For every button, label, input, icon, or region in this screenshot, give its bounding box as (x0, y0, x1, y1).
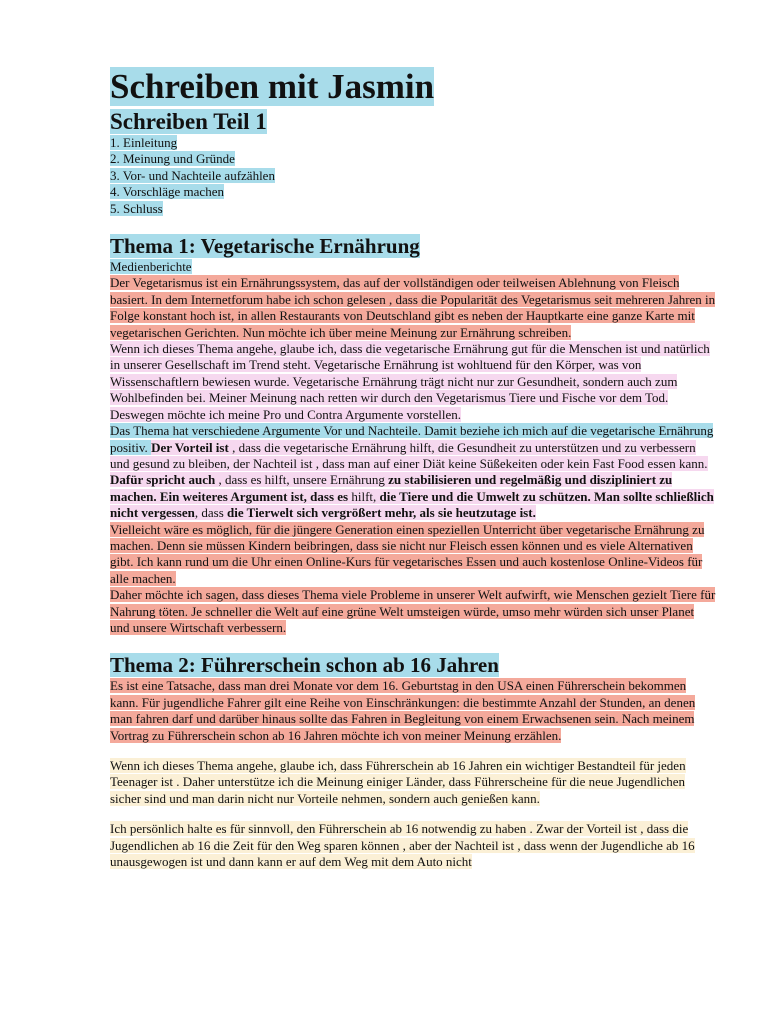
thema1-paragraph-suggestions: Vielleicht wäre es möglich, für die jüngere Generation einen speziellen Unterricht über vegetarische Ernährung zu machen. Denn sie müssen Kindern beibringen, dass sie nicht nur Fleisch essen können und es viele Alternativen gibt. Ich kann rund um die Uhr einen Online-Kurs für vegetarisches Essen und auch kostenlose Online-Videos für alle machen. (110, 521, 705, 586)
spacer (110, 744, 716, 758)
outline-list (110, 135, 716, 217)
source-label: Medienberichte (110, 259, 192, 275)
outline-item: 4. Vorschläge machen (110, 184, 224, 200)
thema1-paragraph-conclusion: Daher möchte ich sagen, dass dieses Thema viele Probleme in unserer Welt aufwirft, wie Menschen gezielt Tiere für Nahrung töten. Je schneller die Welt auf eine grüne Welt umsteigen würde, umso mehr würden sich unser Planet und unsere Wirtschaft verbessern. (110, 587, 716, 635)
thema2-paragraph-intro: Es ist eine Tatsache, dass man drei Monate vor dem 16. Geburtstag in den USA einen Führerschein bekommen kann. Für jugendliche Fahrer gilt eine Reihe von Einschränkungen: die bestimmte Anzahl der Stunden, an denen man fahren darf und darüber hinaus sollte das Fahren in Begleitung von einem Erwachsenen sein. Nach meinem Vortrag zu Führerschein schon ab 16 Jahren möchte ich von meiner Meinung erzählen. (110, 678, 696, 743)
section-heading-thema-2: Thema 2: Führerschein schon ab 16 Jahren (110, 653, 499, 678)
thema1-paragraph-intro: Der Vegetarismus ist ein Ernährungssystem, das auf der vollständigen oder teilweisen Ablehnung von Fleisch basiert. In dem Internetforum habe ich schon gelesen , dass die Popularität des Vegetarismus seit mehreren Jahren in Folge konstant hoch ist, in allen Restaurants von Deutschland gibt es neben der Hauptkarte eine ganze Karte mit vegetarischen Gerichten. Nun möchte ich über meine Meinung zur Ernährung schreiben. (110, 275, 716, 340)
spacer (110, 217, 716, 234)
spacer (110, 807, 716, 821)
outline-item: 2. Meinung und Gründe (110, 151, 235, 167)
document-page (110, 66, 716, 870)
spacer (110, 636, 716, 653)
outline-item: 3. Vor- und Nachteile aufzählen (110, 167, 275, 183)
thema2-paragraph-opinion: Wenn ich dieses Thema angehe, glaube ich, dass Führerschein ab 16 Jahren ein wichtiger Bestandteil für jeden Teenager ist . Daher unterstütze ich die Meinung einiger Länder, dass Führerscheine für die neue Jugendlichen sicher sind und man darin nicht nur Vorteile nehmen, sondern auch genießen kann. (110, 758, 686, 806)
document-title: Schreiben mit Jasmin (110, 67, 435, 106)
thema1-paragraph-opinion: Wenn ich dieses Thema angehe, glaube ich, dass die vegetarische Ernährung gut für die Menschen ist und natürlich in unserer Gesellschaft im Trend steht. Vegetarische Ernährung ist wohltuend für den Körper, was von Wissenschaftlern bewiesen wurde. Vegetarische Ernährung trägt nicht nur zur Gesundheit, sondern auch zum Wohlbefinden bei. Meiner Meinung nach retten wir durch den Vegetarismus Tiere und Fische vor dem Tod. Deswegen möchte ich meine Pro und Contra Argumente vorstellen. (110, 341, 710, 422)
outline-item: 1. Einleitung (110, 135, 178, 150)
thema1-paragraph-arguments: Das Thema hat verschiedene Argumente Vor und Nachteile. Damit beziehe ich mich auf die vegetarische Ernährung positiv. Der Vorteil ist , dass die vegetarische Ernährung hilft, die Gesundheit zu unterstützen und zu verbessern und gesund zu bleiben, der Nachteil ist , dass man auf einer Diät keine Süßekeiten oder kein Fast Food essen kann. Dafür spricht auch , dass es hilft, unsere Ernährung zu stabilisieren und regelmäßig und diszipliniert zu machen. Ein weiteres Argument ist, dass es hilft, die Tiere und die Umwelt zu schützen. Man sollte schließlich nicht vergessen, dass die Tierwelt sich vergrößert mehr, als sie heutzutage ist. (110, 423, 714, 521)
outline-item: 5. Schluss (110, 200, 163, 216)
document-subtitle: Schreiben Teil 1 (110, 109, 267, 134)
section-heading-thema-1: Thema 1: Vegetarische Ernährung (110, 234, 420, 259)
thema2-paragraph-arguments: Ich persönlich halte es für sinnvoll, den Führerschein ab 16 notwendig zu haben . Zwar der Vorteil ist , dass die Jugendlichen ab 16 die Zeit für den Weg sparen können , aber der Nachteil ist , dass wenn der Jugendliche ab 16 unausgewogen ist und dann kann er auf dem Weg mit dem Auto nicht (110, 821, 695, 870)
